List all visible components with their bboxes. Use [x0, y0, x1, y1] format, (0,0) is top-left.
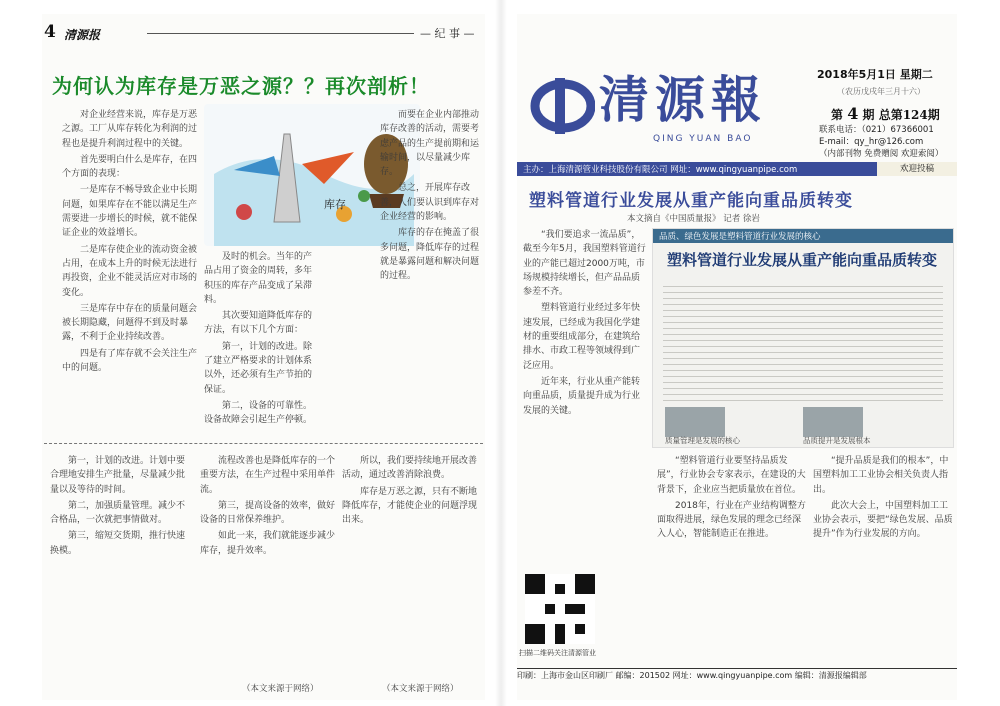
page-gutter [495, 0, 507, 706]
article-column-1: 对企业经营来说，库存是万恶之源。工厂从库存转化为利润的过程也是提升利润过程中的关键。 首先要明白什么是库存，在四个方面的表现： 一是库存不畅导致企业中长期问题，如果库存在不能以满足生产需要进一步增长的时候，就不能保证企业的效益增长。 二是库存使企业的流动资金被占用，在成本上升的时候无法进行再投资，企业不能灵活应对市场的变化。 三是库存中存在的质量问题会被长期隐藏，问题得不到及时暴露，不利于企业持续改善。 四是有了库存就不会关注生产中的问题。 [62, 110, 198, 374]
contact-phone: 联系电话：（021）67366001 [819, 125, 934, 135]
left-page [42, 14, 485, 700]
clipping-title: 塑料管道行业发展从重产能向重品质转变 [667, 251, 938, 269]
article-column-3: 而要在企业内部推动库存改善的活动，需要考虑产品的生产提前期和运输时间，以尽量减少库存。 总之，开展库存改善，人们要认识到库存对企业经营的影响。 库存的存在掩盖了很多问题，降低库存的过程就是暴露问题和解决问题的过程。 [380, 110, 480, 282]
left-page-header [42, 20, 485, 44]
clipping-text [663, 281, 943, 401]
company-logo [525, 70, 595, 140]
page-number: 4 [44, 22, 56, 42]
newspaper-clipping [652, 228, 954, 448]
clipping-caption-2: 品质提升是发展根本 [803, 436, 871, 445]
paper-name: 清源报 [64, 28, 101, 42]
headline: 塑料管道行业发展从重产能向重品质转变 [529, 191, 853, 211]
clipping-photo-2 [803, 407, 863, 437]
contact-email: E-mail：qy_hr@126.com [819, 137, 924, 147]
clipping-header: 品质、绿色发展是塑料管道行业发展的核心 [653, 229, 953, 243]
ribbon-note: 欢迎投稿 [877, 162, 957, 176]
byline: 本文摘自《中国质量报》 记者 徐岩 [627, 214, 760, 224]
article-column-4: 第一，计划的改进。计划中要合理地安排生产批量，尽量减少批量以及等待的时间。 第二，加强质量管理。减少不合格品，一次就把事情做对。 第三，缩短交货期，推行快速换模。 [50, 456, 186, 556]
masthead: 清源報 [599, 70, 767, 129]
source-note-2: （本文来源于网络） [382, 684, 459, 694]
body-column-3: “提升品质是我们的根本”，中国塑料加工工业协会相关负责人指出。 此次大会上，中国塑料加工工业协会表示，要把“绿色发展、品质提升”作为行业发展的方向。 [813, 456, 953, 540]
issue-number: 第 4 期 总第124期 [831, 104, 940, 123]
masthead-pinyin: QING YUAN BAO [653, 134, 753, 144]
body-column-1: “我们要追求一流品质”，截至今年5月，我国塑料管道行业的产能已超过2000万吨，市场规模持续增长，但产品品质参差不齐。 塑料管道行业经过多年快速发展，已经成为我国化学建材的重要组成部分，在建筑给排水、市政工程等领域得到广泛应用。 近年来，行业从重产能转向重品质，质量提升成为行业发展的关键。 [523, 230, 646, 416]
section-label: — 纪 事 — [414, 25, 481, 41]
contact-info [819, 124, 957, 160]
qr-code [525, 574, 595, 644]
contact-note: （内部刊物 免费赠阅 欢迎索阅） [819, 149, 944, 159]
right-page [517, 14, 957, 700]
issue-date: 2018年5月1日 星期二 [817, 68, 933, 81]
section-divider [44, 443, 483, 444]
body-column-2: “塑料管道行业要坚持品质发展”，行业协会专家表示，在建设的大背景下，企业应当把质量放在首位。 2018年，行业在产业结构调整方面取得进展，绿色发展的理念已经深入人心，智能制造正在推进。 [657, 456, 806, 540]
page-footer: 印刷：上海市金山区印刷厂 邮编：201502 网址：www.qingyuanpipe.com 编辑：清源报编辑部 [517, 668, 957, 683]
qr-caption: 扫描二维码关注清源管业 [519, 649, 596, 657]
illustration-label: 库存 [324, 198, 346, 211]
source-note-1: （本文来源于网络） [242, 684, 319, 694]
article-title: 为何认为库存是万恶之源？？再次剖析！ [52, 74, 430, 98]
lunar-date: （农历戊戌年三月十六） [837, 87, 925, 96]
article-column-2: 及时的机会。当年的产品占用了资金的周转，多年积压的库存产品变成了呆滞料。 其次要知道降低库存的方法，有以下几个方面： 第一，计划的改进。除了建立严格要求的计划体系以外，还必须有生产节拍的保证。 第二，设备的可靠性。设备故障会引起生产停顿。 [204, 252, 313, 426]
clipping-photo-1 [665, 407, 725, 437]
article-column-6: 所以，我们要持续地开展改善活动，通过改善消除浪费。 库存是万恶之源，只有不断地降低库存，才能使企业的问题浮现出来。 [342, 456, 478, 526]
publisher-ribbon: 主办：上海清源管业科技股份有限公司 网址：www.qingyuanpipe.com 欢迎投稿 [517, 162, 957, 176]
article-column-5: 流程改善也是降低库存的一个重要方法，在生产过程中采用单件流。 第三，提高设备的效率，做好设备的日常保养维护。 如此一来，我们就能逐步减少库存，提升效率。 [200, 456, 335, 556]
clipping-caption-1: 质量管理是发展的核心 [665, 436, 740, 445]
